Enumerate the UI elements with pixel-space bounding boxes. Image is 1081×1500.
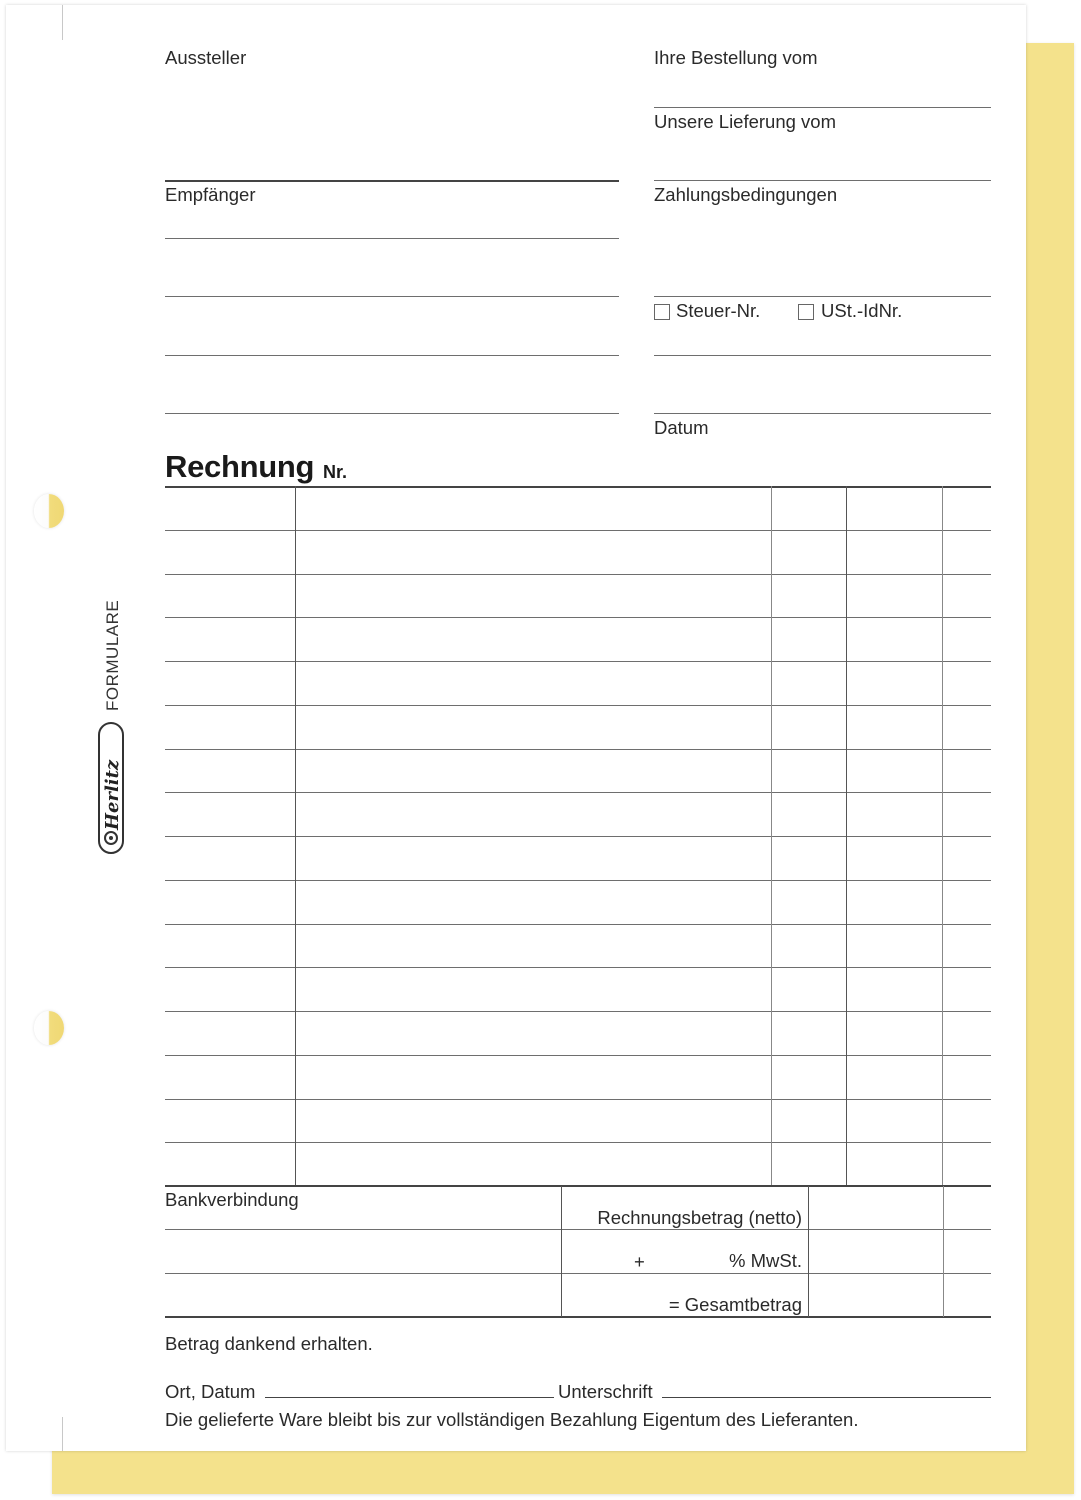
table-row[interactable] <box>165 925 991 967</box>
place-date-label: Ort, Datum <box>165 1381 256 1402</box>
total-amount-label: = Gesamtbetrag <box>668 1294 802 1315</box>
summary-bottom-border <box>165 1316 991 1318</box>
date-label: Datum <box>654 417 709 438</box>
delivery-date-label: Unsere Lieferung vom <box>654 111 837 132</box>
summary-divider-amount <box>808 1186 809 1317</box>
payment-terms-label: Zahlungsbedingungen <box>654 184 838 205</box>
table-row[interactable] <box>165 1056 991 1098</box>
bank-line-1[interactable] <box>165 1229 991 1230</box>
margin-tick-top <box>62 5 63 40</box>
bank-details-label: Bankverbindung <box>165 1189 299 1210</box>
place-date-line[interactable] <box>265 1397 554 1398</box>
vat-id-checkbox[interactable] <box>798 304 814 320</box>
table-row[interactable] <box>165 487 991 529</box>
table-row[interactable] <box>165 837 991 879</box>
punch-hole-bottom <box>34 1011 64 1045</box>
column-divider-pos <box>295 486 296 1186</box>
recipient-line-4[interactable] <box>165 413 619 414</box>
invoice-number-field[interactable] <box>352 452 652 484</box>
brand-mark <box>97 599 127 855</box>
issuer-divider <box>165 180 619 182</box>
invoice-number-label: Nr. <box>323 462 348 482</box>
table-row[interactable] <box>165 1143 991 1185</box>
column-divider-price <box>942 486 943 1186</box>
issuer-field[interactable] <box>165 72 619 180</box>
recipient-line-1[interactable] <box>165 238 619 239</box>
issuer-label: Aussteller <box>165 47 247 68</box>
margin-tick-bottom <box>62 1417 63 1451</box>
table-row[interactable] <box>165 531 991 573</box>
summary-divider-left <box>561 1186 562 1317</box>
total-amount-field[interactable] <box>810 1276 991 1316</box>
table-row[interactable] <box>165 968 991 1010</box>
signature-line[interactable] <box>662 1397 991 1398</box>
bank-line-2[interactable] <box>165 1273 991 1274</box>
signature-label: Unterschrift <box>558 1381 653 1402</box>
order-date-label: Ihre Bestellung vom <box>654 47 818 68</box>
tax-number-checkbox[interactable] <box>654 304 670 320</box>
recipient-label: Empfänger <box>165 184 256 205</box>
herlitz-swirl-icon <box>104 831 118 845</box>
tax-number-label: Steuer-Nr. <box>676 300 761 321</box>
table-row[interactable] <box>165 1100 991 1142</box>
tax-extra-line[interactable] <box>654 413 991 414</box>
table-row[interactable] <box>165 750 991 792</box>
table-bottom-border <box>165 1185 991 1187</box>
table-row[interactable] <box>165 662 991 704</box>
items-table <box>165 486 991 1186</box>
order-date-line[interactable] <box>654 107 991 108</box>
table-row[interactable] <box>165 706 991 748</box>
recipient-line-3[interactable] <box>165 355 619 356</box>
net-amount-label: Rechnungsbetrag (netto) <box>597 1207 802 1228</box>
table-row[interactable] <box>165 881 991 923</box>
tax-number-line[interactable] <box>654 355 991 356</box>
payment-received-text: Betrag dankend erhalten. <box>165 1333 373 1354</box>
table-row[interactable] <box>165 793 991 835</box>
payment-terms-line[interactable] <box>654 296 991 297</box>
invoice-title: Rechnung <box>165 449 315 484</box>
column-divider-description <box>771 486 772 1186</box>
herlitz-logo <box>98 722 124 854</box>
net-amount-field[interactable] <box>810 1188 991 1229</box>
vat-amount-field[interactable] <box>810 1232 991 1273</box>
ownership-notice: Die gelieferte Ware bleibt bis zur vollständigen Bezahlung Eigentum des Lieferanten. <box>165 1409 859 1430</box>
brand-product-line: FORMULARE <box>103 599 122 711</box>
table-row[interactable] <box>165 575 991 617</box>
vat-id-label: USt.-IdNr. <box>821 300 903 321</box>
table-row[interactable] <box>165 618 991 660</box>
vat-plus-sign: + <box>634 1251 645 1272</box>
delivery-date-line[interactable] <box>654 180 991 181</box>
recipient-line-2[interactable] <box>165 296 619 297</box>
table-row[interactable] <box>165 1012 991 1054</box>
vat-label: % MwSt. <box>729 1250 802 1271</box>
punch-hole-top <box>34 494 64 528</box>
column-divider-quantity <box>846 486 847 1186</box>
herlitz-logo-text: Herlitz <box>102 759 123 830</box>
